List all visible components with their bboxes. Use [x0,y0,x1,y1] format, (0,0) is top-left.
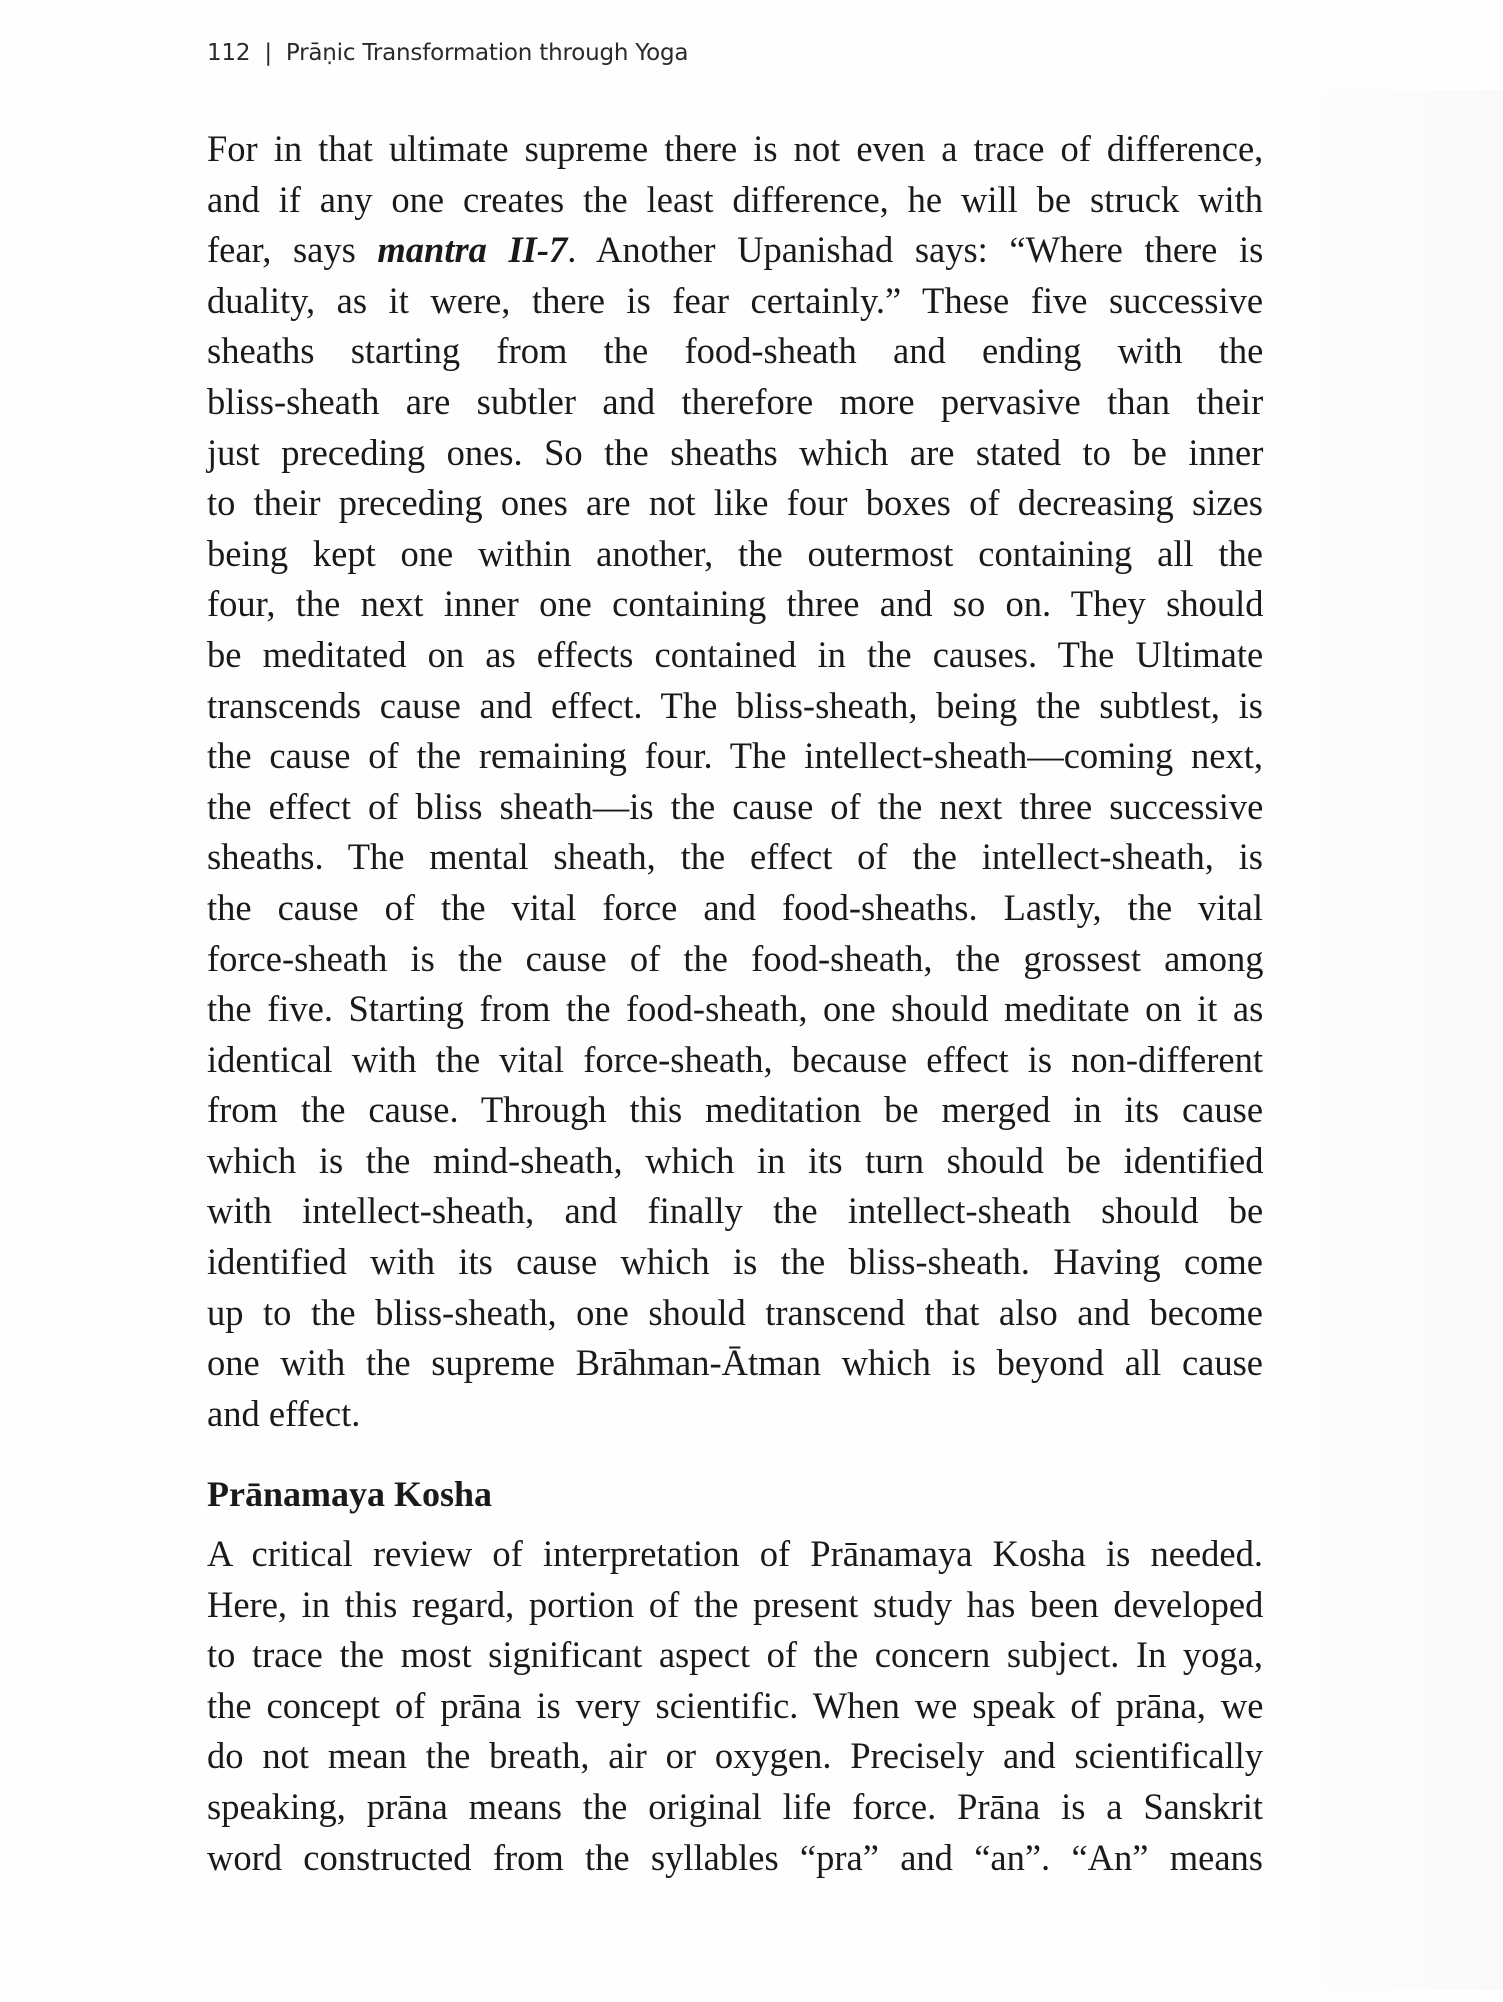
text-line: sheaths starting from the food-sheath and ending with the [207,330,1264,372]
book-title: Prāṇic Transformation through Yoga [285,40,689,66]
text-line: to their preceding ones are not like four boxes of decreasing sizes [207,482,1263,524]
text-line: which is the mind-sheath, which in its turn should be identified [207,1139,1264,1181]
text-line: For in that ultimate supreme there is not even a trace of difference, [207,128,1264,169]
text-line: speaking, prāna means the original life force. Prāna is a Sanskrit [207,1785,1263,1827]
text-line: four, the next inner one containing three and so on. They should [207,583,1264,625]
text-line: word constructed from the syllables “pra” and “an”. “An” means [207,1836,1263,1878]
text-segment: fear, says [207,229,378,271]
text-line: to trace the most significant aspect of the concern subject. In yoga, [207,1634,1264,1676]
paragraph-sheaths [207,124,1263,1439]
text-line: with intellect-sheath, and finally the intellect-sheath should be [207,1190,1264,1232]
text-segment: . Another Upanishad says: “Where there is [567,229,1264,271]
text-line: be meditated on as effects contained in the causes. The Ultimate [207,633,1264,675]
text-line: identical with the vital force-sheath, because effect is non-different [207,1038,1263,1080]
page-number: 112 [207,40,251,66]
text-line: one with the supreme Brāhman-Ātman which is beyond all cause [207,1342,1263,1384]
text-line: the five. Starting from the food-sheath, one should meditate on it as [207,988,1264,1030]
header-separator: | [264,40,272,66]
emphasis-mantra-reference: mantra II-7 [377,229,568,271]
show-through-shadow [1263,90,1503,1990]
text-line: and effect. [207,1392,361,1434]
text-line: Here, in this regard, portion of the present study has been developed [207,1583,1264,1625]
paragraph-pranamaya [207,1529,1263,1883]
text-line: from the cause. Through this meditation be merged in its cause [207,1089,1264,1131]
running-header [207,40,688,66]
text-line: transcends cause and effect. The bliss-sheath, being the subtlest, is [207,684,1263,726]
text-line: up to the bliss-sheath, one should transcend that also and become [207,1291,1263,1333]
text-line: the concept of prāna is very scientific. When we speak of prāna, we [207,1684,1264,1726]
section-heading: Prānamaya Kosha [207,1474,493,1514]
text-line: sheaths. The mental sheath, the effect of the intellect-sheath, is [207,836,1263,878]
text-line: being kept one within another, the outermost containing all the [207,532,1263,574]
text-line: the cause of the vital force and food-sheaths. Lastly, the vital [207,886,1263,928]
text-line: the cause of the remaining four. The intellect-sheath—coming next, [207,735,1263,777]
text-line: bliss-sheath are subtler and therefore more pervasive than their [207,380,1264,422]
text-line [207,225,1263,276]
text-line: identified with its cause which is the bliss-sheath. Having come [207,1241,1263,1283]
text-line: A critical review of interpretation of Prānamaya Kosha is needed. [207,1533,1263,1574]
text-line: just preceding ones. So the sheaths which are stated to be inner [207,431,1264,473]
text-line: duality, as it were, there is fear certainly.” These five successive [207,279,1264,321]
text-line: do not mean the breath, air or oxygen. Precisely and scientifically [207,1735,1263,1777]
text-line: and if any one creates the least difference, he will be struck with [207,178,1263,220]
text-line: force-sheath is the cause of the food-sheath, the grossest among [207,937,1264,979]
text-line: the effect of bliss sheath—is the cause of the next three successive [207,785,1264,827]
